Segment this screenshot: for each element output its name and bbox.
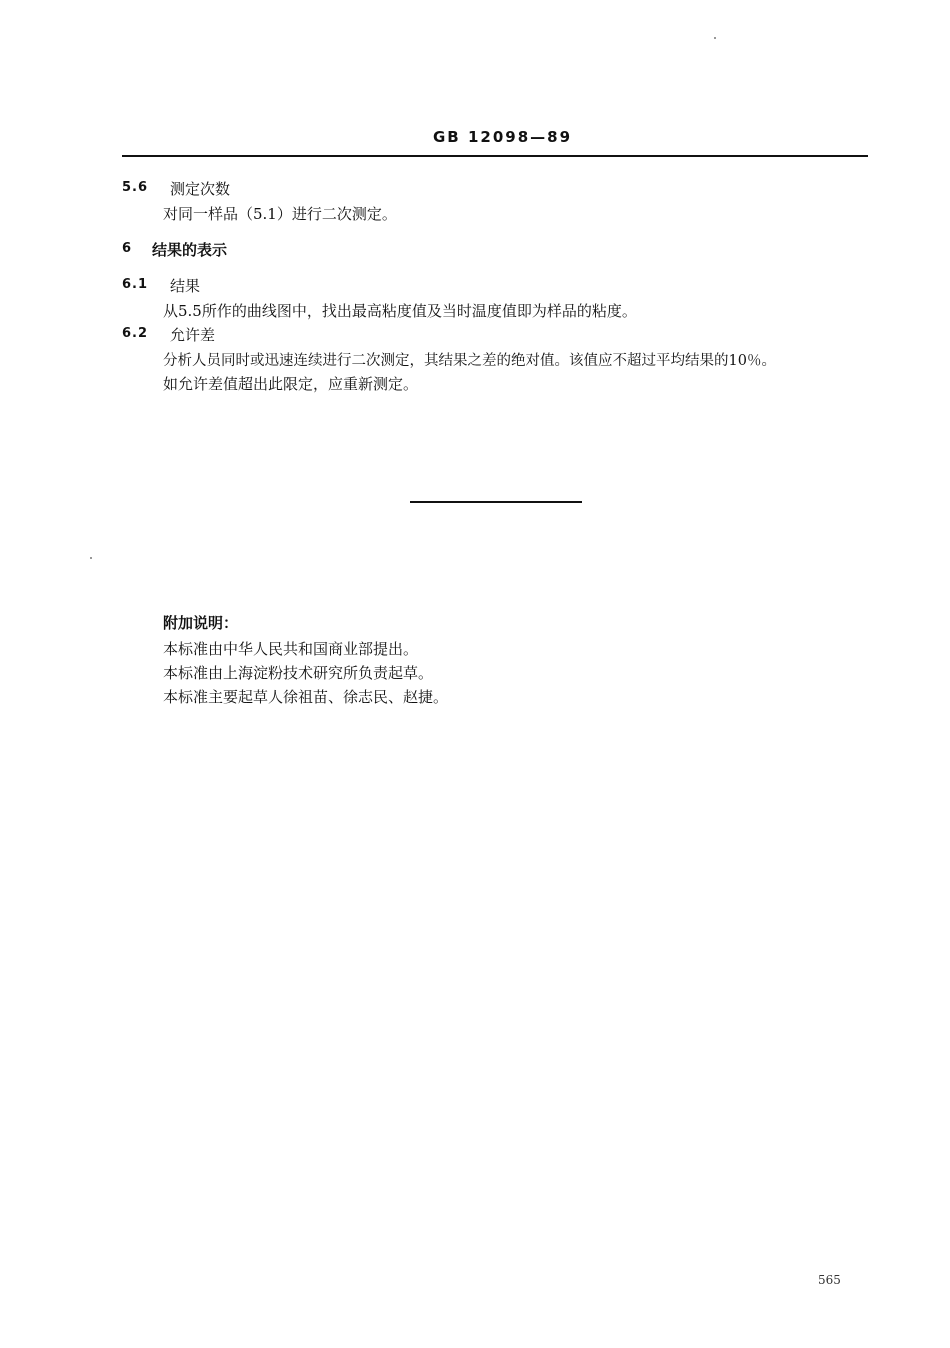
- section-6-2-number: 6.2: [122, 326, 149, 341]
- section-6-1-text: 从5.5所作的曲线图中，找出最高粘度值及当时温度值即为样品的粘度。: [163, 302, 637, 320]
- appendix-line-2: 本标准由上海淀粉技术研究所负责起草。: [163, 664, 434, 682]
- header-rule: [122, 155, 868, 157]
- scan-speck: [90, 557, 92, 559]
- appendix-line-1: 本标准由中华人民共和国商业部提出。: [163, 640, 419, 658]
- standard-code-header: GB 12098—89: [432, 128, 573, 146]
- section-6-number: 6: [122, 241, 133, 256]
- section-5-6-text: 对同一样品（5.1）进行二次测定。: [163, 205, 397, 223]
- appendix-heading: 附加说明：: [163, 614, 239, 632]
- scan-speck: [714, 37, 716, 39]
- end-of-standard-rule: [410, 501, 582, 503]
- section-6-1-number: 6.1: [122, 277, 149, 292]
- section-5-6-title: 测定次数: [170, 180, 231, 198]
- section-5-6-number: 5.6: [122, 180, 149, 195]
- section-6-1-title: 结果: [170, 277, 201, 295]
- section-6-2-text-line2: 如允许差值超出此限定，应重新测定。: [163, 375, 419, 393]
- page-number: 565: [818, 1273, 841, 1287]
- section-6-2-title: 允许差: [170, 326, 216, 344]
- appendix-line-3: 本标准主要起草人徐祖苗、徐志民、赵捷。: [163, 688, 449, 706]
- section-6-2-text-line1: 分析人员同时或迅速连续进行二次测定，其结果之差的绝对值。该值应不超过平均结果的10％。: [163, 353, 776, 369]
- section-6-title: 结果的表示: [152, 241, 228, 259]
